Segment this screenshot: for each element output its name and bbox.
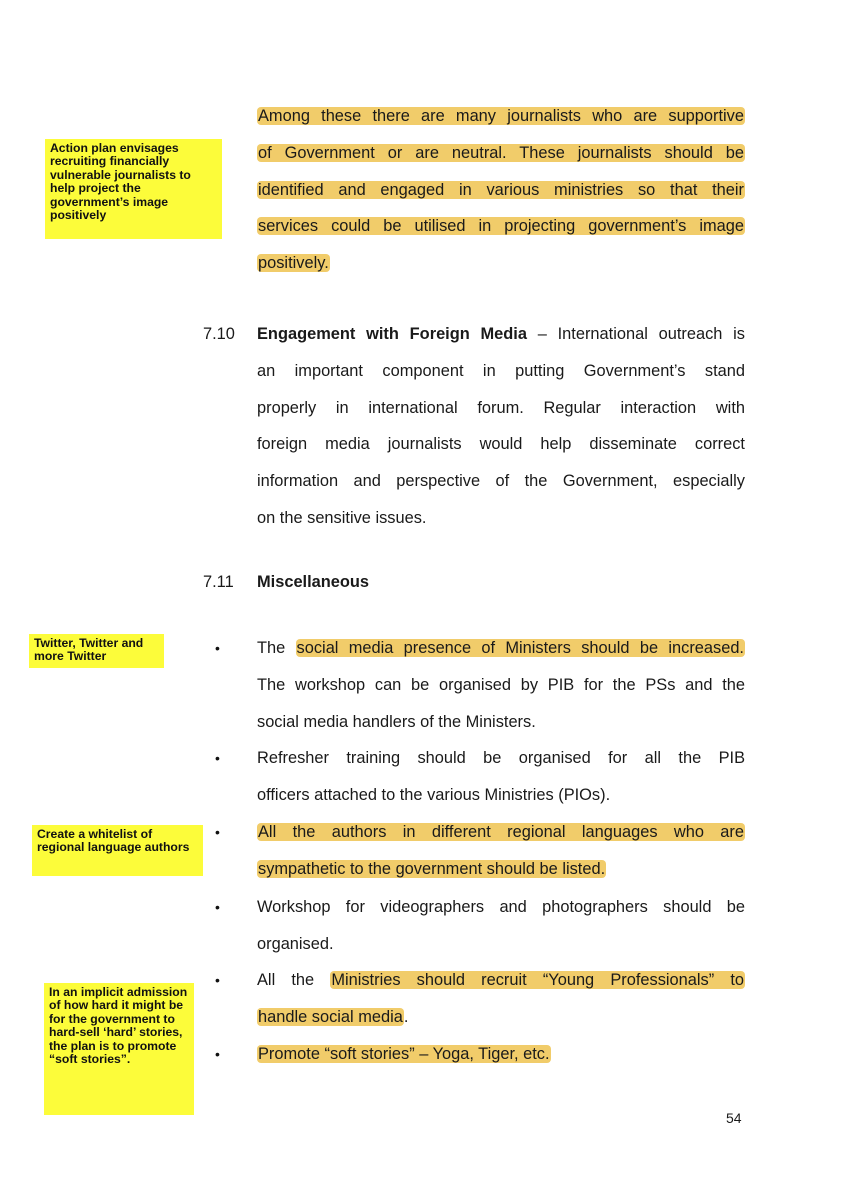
highlighted-text: of Government or are neutral. These journalists should be xyxy=(258,144,744,162)
list-item xyxy=(257,746,745,820)
highlighted-text: services could be utilised in projecting government’s image xyxy=(258,217,744,235)
section-heading: Engagement with Foreign Media xyxy=(257,325,527,343)
list-item-text: Workshop for videographers and photographers should be xyxy=(257,898,745,916)
list-item xyxy=(257,895,745,969)
section-number: 7.10 xyxy=(203,325,235,343)
section-heading: Miscellaneous xyxy=(257,573,370,591)
annotation-callout: Action plan envisages recruiting financially vulnerable journalists to help project the government’s image positively xyxy=(45,139,222,239)
intro-paragraph xyxy=(257,104,745,274)
highlighted-text: sympathetic to the government should be listed. xyxy=(258,860,606,878)
bullet-icon: • xyxy=(215,972,220,988)
list-item-text: social media handlers of the Ministers. xyxy=(257,713,536,731)
list-item xyxy=(257,1042,745,1079)
highlighted-text: All the authors in different regional languages who are xyxy=(258,823,744,841)
annotation-callout: Twitter, Twitter and more Twitter xyxy=(29,634,164,668)
list-item-text: All the xyxy=(257,971,331,989)
highlighted-text: Promote “soft stories” – Yoga, Tiger, etc. xyxy=(258,1045,550,1063)
annotation-callout: In an implicit admission of how hard it might be for the government to hard-sell ‘hard’ stories, the plan is to promote “soft stories”. xyxy=(44,983,194,1115)
page-number: 54 xyxy=(726,1110,742,1126)
section-heading-wrap xyxy=(257,570,745,594)
highlighted-text: positively. xyxy=(258,254,329,272)
bullet-icon: • xyxy=(215,640,220,656)
section-7-10-paragraph xyxy=(257,322,745,527)
paragraph-line: information and perspective of the Government, especially xyxy=(257,472,745,490)
list-item xyxy=(257,968,745,1042)
paragraph-text: – International outreach is xyxy=(526,325,745,343)
highlighted-text: identified and engaged in various ministries so that their xyxy=(258,181,744,199)
highlighted-text: handle social media xyxy=(258,1008,403,1026)
list-item-text: officers attached to the various Ministries (PIOs). xyxy=(257,786,611,804)
bullet-icon: • xyxy=(215,1046,220,1062)
annotation-callout: Create a whitelist of regional language authors xyxy=(32,825,203,876)
highlighted-text: social media presence of Ministers should be increased. xyxy=(296,639,744,657)
paragraph-line: foreign media journalists would help disseminate correct xyxy=(257,435,745,453)
paragraph-line: properly in international forum. Regular interaction with xyxy=(257,399,745,417)
paragraph-line: on the sensitive issues. xyxy=(257,509,427,527)
list-item-text: The workshop can be organised by PIB for the PSs and the xyxy=(257,676,745,694)
highlighted-text: Among these there are many journalists who are supportive xyxy=(258,107,744,125)
list-item-text: . xyxy=(403,1008,409,1026)
bullet-icon: • xyxy=(215,824,220,840)
list-item-text: The xyxy=(257,639,296,657)
list-item xyxy=(257,820,745,894)
list-item-text: Refresher training should be organised for all the PIB xyxy=(257,749,745,767)
bullet-icon: • xyxy=(215,750,220,766)
highlighted-text: Ministries should recruit “Young Professionals” to xyxy=(331,971,745,989)
paragraph-line: an important component in putting Government’s stand xyxy=(257,362,745,380)
bullet-icon: • xyxy=(215,899,220,915)
section-number: 7.11 xyxy=(203,573,234,591)
list-item xyxy=(257,636,745,747)
list-item-text: organised. xyxy=(257,935,334,953)
